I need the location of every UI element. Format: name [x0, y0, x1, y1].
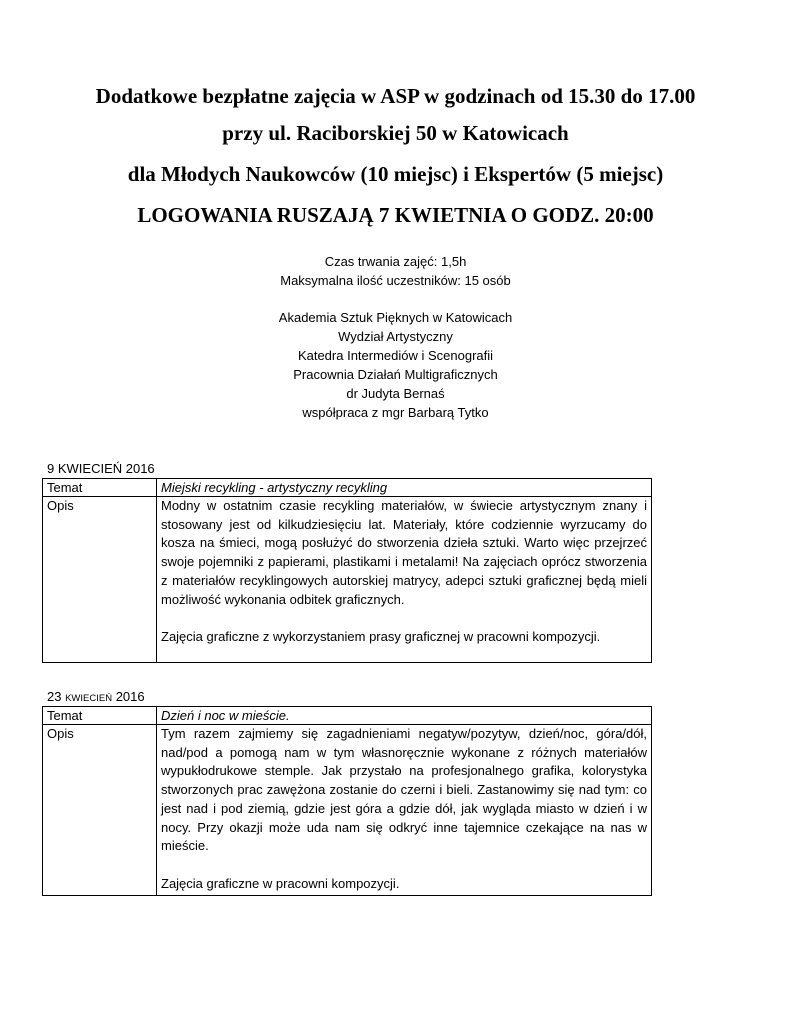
- description-text: Modny w ostatnim czasie recykling materiałów, w świecie artystycznym znany i stosowany jest od kilkudziesięciu lat. Materiały, które codziennie wyrzucamy do kosza na śmieci, mogą posłużyć do stworzenia dzieła sztuki. Warto więc przejrzeć swoje pojemniki z papierami, plastikami i metalami! Na zajęciach oprócz stworzenia z materiałów recyklingowych autorskiej matrycy, adepci sztuki graficznej będą mieli możliwość wykonania odbitek graficznych.: [161, 498, 647, 607]
- description-cell: [157, 497, 652, 663]
- topic-value: Dzień i noc w mieście.: [157, 707, 652, 725]
- description-label: Opis: [43, 497, 157, 663]
- description-cell: [157, 725, 652, 896]
- session-2-date-month: KWIECIEŃ: [65, 693, 113, 704]
- header-line-1: Dodatkowe bezpłatne zajęcia w ASP w godzinach od 15.30 do 17.00: [95, 84, 696, 108]
- session-2-table: [42, 706, 652, 896]
- table-row: [43, 497, 652, 663]
- studio-text: Pracownia Działań Multigraficznych: [293, 367, 498, 382]
- description-note: Zajęcia graficzne w pracowni kompozycji.: [161, 875, 400, 891]
- session-2-date: [47, 689, 145, 707]
- header-line-2: przy ul. Raciborskiej 50 w Katowicach: [222, 121, 569, 145]
- table-row: [43, 725, 652, 896]
- faculty-text: Wydział Artystyczny: [338, 329, 453, 344]
- session-2-date-day: 23: [47, 689, 62, 704]
- topic-value: Miejski recykling - artystyczny recykling: [157, 479, 652, 497]
- institution-text: Akademia Sztuk Pięknych w Katowicach: [278, 310, 513, 325]
- table-row: [43, 707, 652, 725]
- header-line-4: LOGOWANIA RUSZAJĄ 7 KWIETNIA O GODZ. 20:00: [137, 203, 654, 227]
- table-row: [43, 479, 652, 497]
- description-label: Opis: [43, 725, 157, 896]
- department-text: Katedra Intermediów i Scenografii: [297, 348, 494, 363]
- cooperation-text: współpraca z mgr Barbarą Tytko: [302, 405, 489, 420]
- description-text: Tym razem zajmiemy się zagadnieniami negatyw/pozytyw, dzień/noc, góra/dół, nad/pod a pomogą nam w tym własnoręcznie wykonane z różnych materiałów wypukłodrukowe stemple. Jak przystało na profesjonalnego grafika, kolorystyka stworzonych prac zawężona zostanie do czerni i bieli. Zastanowimy się nad tym: co jest nad i pod ziemią, gdzie jest góra a gdzie dół, jak wygląda miasto w dzień i w nocy. Przy okazji może uda nam się odkryć inne tajemnice czekające na nas w mieście.: [161, 726, 647, 854]
- topic-label: Temat: [43, 707, 157, 725]
- duration-text: Czas trwania zajęć: 1,5h: [324, 254, 467, 269]
- session-1-table: [42, 478, 652, 663]
- header-line-3: dla Młodych Naukowców (10 miejsc) i Ekspertów (5 miejsc): [127, 162, 664, 186]
- session-1-date: 9 KWIECIEŃ 2016: [47, 461, 155, 476]
- topic-label: Temat: [43, 479, 157, 497]
- description-note: Zajęcia graficzne z wykorzystaniem prasy graficznej w pracowni kompozycji.: [161, 628, 601, 644]
- max-participants-text: Maksymalna ilość uczestników: 15 osób: [280, 273, 511, 288]
- lecturer-text: dr Judyta Bernaś: [346, 386, 445, 401]
- course-info: [0, 252, 791, 290]
- session-2-date-year: 2016: [115, 689, 145, 704]
- organizer-info: [0, 308, 791, 422]
